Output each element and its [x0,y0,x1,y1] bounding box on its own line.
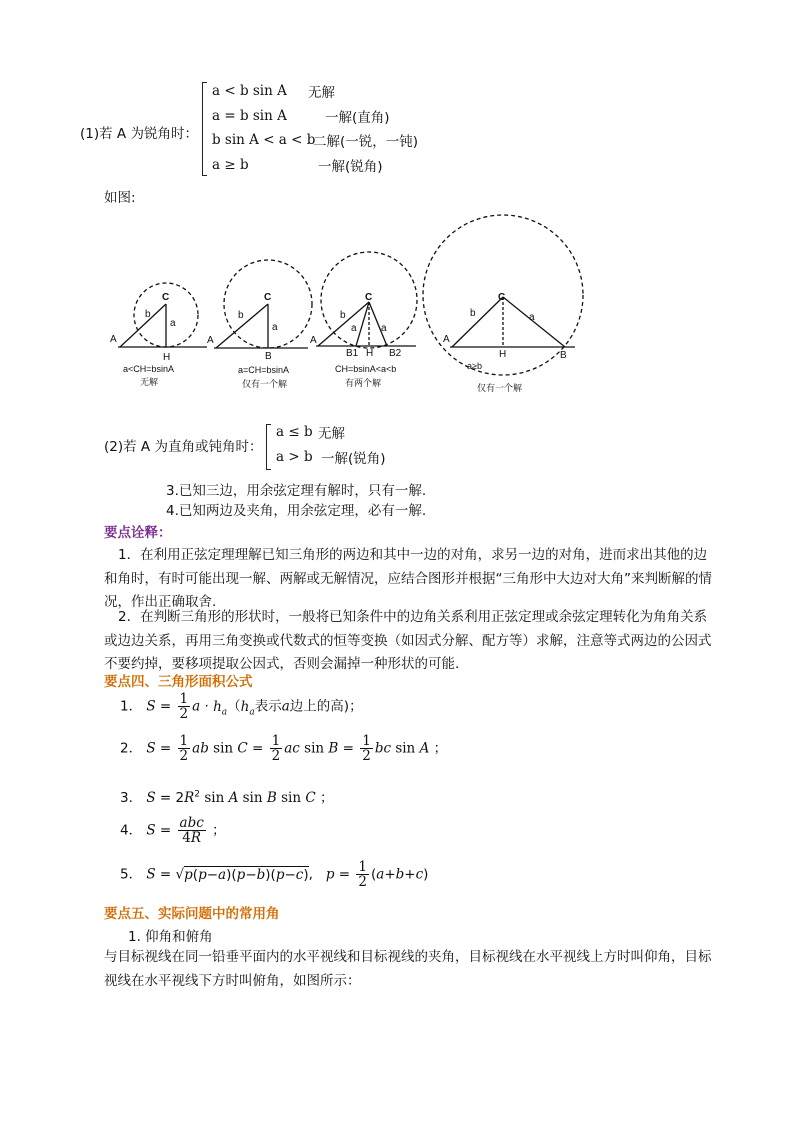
fig4-circle [423,215,583,375]
fig1-label-A: A [110,334,117,345]
fig1-side-b [120,304,166,347]
fig4-side-a [503,297,565,347]
fig2-caption2: 仅有一个解 [242,379,288,389]
fig1-label-H: H [163,352,171,363]
item-3: 3.已知三边，用余弦定理有解时，只有一解. [166,483,427,499]
case2-cond-1: a > b [276,449,313,465]
formula-2-number: 2． [120,740,143,757]
fig2-label-C: C [264,292,272,303]
fig3-label-a: a [351,323,357,334]
note-1: 1．在利用正弦定理理解已知三角形的两边和其中一边的对角，求另一边的对角，进而求出其他的边和角时，有时可能出现一解、两解或无解情况，应结合图形并根据“三角形中大边对大角”来判断解的情况，作出正确取舍. [104,547,712,610]
fig4-caption2: 仅有一个解 [477,383,523,393]
heading-notes: 要点诠释： [104,525,172,541]
fig4-label-C: C [498,292,506,303]
fig3-label-A: A [310,335,317,346]
fig4-label-B: B [560,350,567,361]
case1-cond-2: b sin A < a < b [212,132,316,148]
fig2-circle [224,260,312,348]
fig2-side-b [216,304,268,348]
fig4-side-b [452,297,503,347]
fig3-side-a1 [356,302,369,346]
formula-1-number: 1． [120,698,143,715]
heading-area-formulas: 要点四、三角形面积公式 [104,674,253,690]
fig4-caption1: a≥b [467,361,482,371]
formula-1-note: 表示 [254,698,282,715]
case1-result-3: 一解(锐角) [318,159,383,175]
fig3-circle [321,252,417,348]
formula-5: 5． S = √p(p−a)(p−b)(p−c), p = $\frac{1}{2}$ (a+b+c) [120,859,429,891]
case1-result-2: 二解(一锐，一钝) [313,134,419,150]
fig1-caption2: 无解 [140,377,159,387]
fig3-side-b [318,302,369,346]
case1-label: (1)若 A 为锐角时： [80,126,198,142]
case2-brace [266,424,271,470]
formula-3: 3． $S = 2R^2$ sin A sin B sin C ； [120,789,334,806]
fig3-caption2: 有两个解 [345,378,382,388]
formula-3-number: 3． [120,790,143,806]
formula-1-note2: 边上的高)； [289,698,363,715]
fig3-label-H: H [366,348,374,359]
fig4-label-H: H [499,349,507,360]
fig1-label-b: b [145,309,151,320]
fig3-label-B2: B2 [389,348,402,359]
fig3-label-C: C [365,292,373,303]
fig4-label-A: A [443,334,450,345]
fig2-label-a: a [272,322,278,333]
fig2-label-b: b [238,310,244,321]
note-2: 2．在判断三角形的形状时，一般将已知条件中的边角关系利用正弦定理或余弦定理转化为角角关系或边边关系，再用三角变换或代数式的恒等变换（如因式分解、配方等）求解，注意等式两边的公因式不要约掉，要移项提取公因式，否则会漏掉一种形状的可能. [104,609,712,672]
formula-1: 1． S = $\frac{1}{2}$ $a \cdot h_a(h_a$表示a边上的高)； [120,691,363,723]
paragraph-angles: 与目标视线在同一铅垂平面内的水平视线和目标视线的夹角，目标视线在水平视线上方时叫仰角，目标视线在水平视线下方时叫俯角，如图所示： [104,949,712,989]
fig1-caption1: a<CH=bsinA [123,364,175,374]
fig1-circle [134,283,198,347]
case1-cond-3: a ≥ b [212,157,249,173]
fig3-label-b: b [340,310,346,321]
fig4-label-b: b [470,308,476,319]
fig3-label-a2: a [381,323,387,334]
fig3-label-B1: B1 [346,348,359,359]
as-figure-label: 如图: [104,190,136,206]
case1-cond-1: a = b sin A [212,108,287,124]
case1-result-0: 无解 [308,85,335,101]
case2-result-0: 无解 [318,426,345,442]
case1-brace [202,82,207,176]
formula-4-number: 4． [120,822,143,839]
fig1-label-a: a [170,318,176,329]
formula-5-number: 5． [120,866,143,883]
subheading-elevation-depression: 1. 仰角和俯角 [128,929,213,945]
formula-4: 4． S = $\frac{\text{abc}}{4R}$ ； [120,815,226,847]
fig2-label-A: A [207,335,214,346]
case2-label: (2)若 A 为直角或钝角时： [104,439,263,455]
fig3-caption1: CH=bsinA<a<b [335,364,397,374]
fig2-label-B: B [265,351,272,362]
fig2-caption1: a=CH=bsinA [238,365,290,375]
fig4-label-a: a [529,312,535,323]
case2-cond-0: a ≤ b [276,424,313,440]
fig3-side-a2 [369,302,387,346]
item-4: 4.已知两边及夹角，用余弦定理，必有一解. [166,503,427,519]
formula-2: 2． S = $\frac{1}{2}$ ab sin C = $\frac{1}{2}$ ac sin B = $\frac{1}{2}$ bc sin A ； [120,733,448,765]
case1-cond-0: a < b sin A [212,83,287,99]
heading-common-angles: 要点五、实际问题中的常用角 [104,906,280,922]
case2-result-1: 一解(锐角) [321,451,386,467]
fig1-label-C: C [162,292,170,303]
case1-result-1: 一解(直角) [325,110,390,126]
